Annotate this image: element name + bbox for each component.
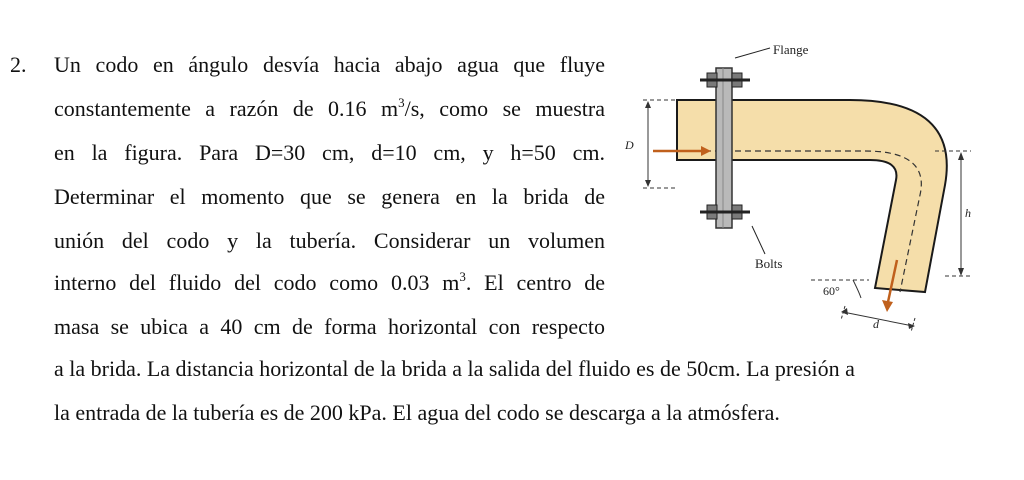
problem-line-4: Determinar el momento que se genera en la brida de: [54, 184, 605, 209]
problem-line-2: constantemente a razón de 0.16 $m^3/s$, como se muestra: [54, 95, 605, 121]
problem-line-8: a la brida. La distancia horizontal de la brida a la salida del fluido es de 50cm. La presión a: [54, 356, 855, 381]
problem-number: 2.: [10, 52, 27, 77]
h-label: h: [965, 206, 971, 220]
superscript-3b: 3: [459, 269, 466, 284]
problem-line-1: Un codo en ángulo desvía hacia abajo agua que fluye: [54, 52, 605, 77]
bolts-label: Bolts: [755, 256, 783, 271]
problem-line-9: la entrada de la tubería es de 200 kPa. El agua del codo se descarga a la atmósfera.: [54, 400, 780, 425]
problem-line-6: interno del fluido del codo como 0.03 $m^3$. El centro de: [54, 269, 605, 295]
elbow-figure: [615, 30, 975, 340]
superscript-3: 3: [398, 95, 405, 110]
problem-line-3: en la figura. Para D=30 cm, d=10 cm, y h=50 cm.: [54, 140, 605, 165]
angle-label: 60°: [823, 284, 840, 298]
d-label: d: [873, 317, 879, 331]
problem-line-7: masa se ubica a 40 cm de forma horizontal con respecto: [54, 314, 605, 339]
flange: [716, 68, 732, 228]
problem-line-5: unión del codo y la tubería. Considerar un volumen: [54, 228, 605, 253]
D-label: D: [625, 138, 634, 152]
flange-label: Flange: [773, 42, 809, 57]
